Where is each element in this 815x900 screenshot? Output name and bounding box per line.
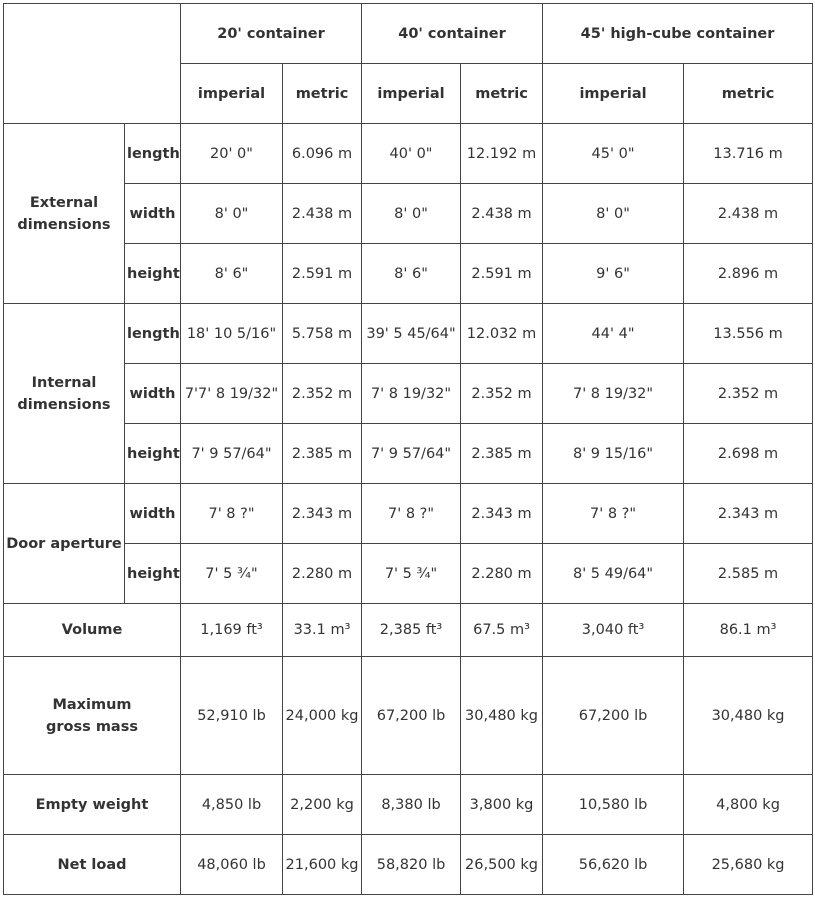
table-cell: 12.192 m [461, 124, 543, 184]
table-cell: 33.1 m³ [283, 604, 362, 657]
table-cell: 7' 9 57/64" [181, 424, 283, 484]
table-cell: 7' 9 57/64" [362, 424, 461, 484]
table-cell: 8' 0" [181, 184, 283, 244]
table-cell: 2.385 m [283, 424, 362, 484]
table-cell: 56,620 lb [543, 835, 684, 895]
table-row [4, 184, 813, 244]
header-40ft-container: 40' container [362, 4, 543, 64]
table-cell: 86.1 m³ [684, 604, 813, 657]
table-cell: 7' 8 ?" [543, 484, 684, 544]
table-row [4, 484, 813, 544]
corner-empty-cell [4, 4, 181, 124]
table-row [4, 244, 813, 304]
table-cell: 58,820 lb [362, 835, 461, 895]
table-cell: 2.352 m [461, 364, 543, 424]
table-cell: 3,800 kg [461, 775, 543, 835]
row-label-height: height [125, 544, 181, 604]
table-cell: 40' 0" [362, 124, 461, 184]
table-cell: 3,040 ft³ [543, 604, 684, 657]
table-cell: 8' 5 49/64" [543, 544, 684, 604]
table-row [4, 304, 813, 364]
table-cell: 7' 8 19/32" [543, 364, 684, 424]
row-label-empty-weight: Empty weight [4, 775, 181, 835]
table-cell: 2.585 m [684, 544, 813, 604]
row-label-width: width [125, 484, 181, 544]
table-cell: 2.591 m [461, 244, 543, 304]
table-row [4, 657, 813, 775]
table-cell: 30,480 kg [461, 657, 543, 775]
table-cell: 2.438 m [283, 184, 362, 244]
table-cell: 7'7' 8 19/32" [181, 364, 283, 424]
table-cell: 10,580 lb [543, 775, 684, 835]
header-imperial: imperial [362, 64, 461, 124]
table-cell: 8,380 lb [362, 775, 461, 835]
header-imperial: imperial [543, 64, 684, 124]
table-cell: 8' 9 15/16" [543, 424, 684, 484]
table-cell: 18' 10 5/16" [181, 304, 283, 364]
table-row [4, 775, 813, 835]
table-cell: 2.352 m [684, 364, 813, 424]
header-imperial: imperial [181, 64, 283, 124]
table-row [4, 424, 813, 484]
table-cell: 2.343 m [283, 484, 362, 544]
table-cell: 21,600 kg [283, 835, 362, 895]
row-label-height: height [125, 424, 181, 484]
table-cell: 67,200 lb [543, 657, 684, 775]
table-row [4, 544, 813, 604]
row-label-net-load: Net load [4, 835, 181, 895]
table-cell: 8' 6" [362, 244, 461, 304]
header-metric: metric [684, 64, 813, 124]
table-cell: 2.698 m [684, 424, 813, 484]
table-cell: 2,385 ft³ [362, 604, 461, 657]
row-label-width: width [125, 364, 181, 424]
table-cell: 2.280 m [461, 544, 543, 604]
table-cell: 7' 8 ?" [362, 484, 461, 544]
table-cell: 25,680 kg [684, 835, 813, 895]
table-cell: 2.343 m [684, 484, 813, 544]
row-label-length: length [125, 304, 181, 364]
table-cell: 2.352 m [283, 364, 362, 424]
row-label-volume: Volume [4, 604, 181, 657]
table-cell: 2.343 m [461, 484, 543, 544]
header-20ft-container: 20' container [181, 4, 362, 64]
table-cell: 2.280 m [283, 544, 362, 604]
table-cell: 4,850 lb [181, 775, 283, 835]
table-cell: 2.438 m [461, 184, 543, 244]
row-label-length: length [125, 124, 181, 184]
table-cell: 7' 8 ?" [181, 484, 283, 544]
table-cell: 2.438 m [684, 184, 813, 244]
table-cell: 30,480 kg [684, 657, 813, 775]
table-cell: 24,000 kg [283, 657, 362, 775]
table-cell: 2.896 m [684, 244, 813, 304]
table-cell: 4,800 kg [684, 775, 813, 835]
table-cell: 2,200 kg [283, 775, 362, 835]
table-cell: 52,910 lb [181, 657, 283, 775]
table-cell: 8' 0" [362, 184, 461, 244]
table-cell: 7' 5 ¾" [362, 544, 461, 604]
table-cell: 45' 0" [543, 124, 684, 184]
header-metric: metric [461, 64, 543, 124]
table-cell: 5.758 m [283, 304, 362, 364]
table-cell: 7' 5 ¾" [181, 544, 283, 604]
table-cell: 2.385 m [461, 424, 543, 484]
table-row [4, 124, 813, 184]
table-cell: 26,500 kg [461, 835, 543, 895]
header-45ft-high-cube-container: 45' high-cube container [543, 4, 813, 64]
table-cell: 67,200 lb [362, 657, 461, 775]
table-cell: 7' 8 19/32" [362, 364, 461, 424]
row-label-width: width [125, 184, 181, 244]
header-metric: metric [283, 64, 362, 124]
table-cell: 20' 0" [181, 124, 283, 184]
group-label-door-aperture: Door aperture [4, 484, 125, 604]
group-label-external-dimensions: External dimensions [4, 124, 125, 304]
table-cell: 6.096 m [283, 124, 362, 184]
table-cell: 13.716 m [684, 124, 813, 184]
row-label-maximum-gross-mass: Maximum gross mass [4, 657, 181, 775]
table-cell: 44' 4" [543, 304, 684, 364]
table-cell: 12.032 m [461, 304, 543, 364]
table-row [4, 604, 813, 657]
table-row [4, 364, 813, 424]
table-cell: 13.556 m [684, 304, 813, 364]
table-cell: 2.591 m [283, 244, 362, 304]
container-dimensions-table [3, 3, 813, 895]
table-cell: 9' 6" [543, 244, 684, 304]
header-row-containers [4, 4, 813, 64]
row-label-height: height [125, 244, 181, 304]
table-cell: 8' 0" [543, 184, 684, 244]
table-cell: 48,060 lb [181, 835, 283, 895]
table-cell: 39' 5 45/64" [362, 304, 461, 364]
table-cell: 1,169 ft³ [181, 604, 283, 657]
table-cell: 67.5 m³ [461, 604, 543, 657]
group-label-internal-dimensions: Internal dimensions [4, 304, 125, 484]
table-cell: 8' 6" [181, 244, 283, 304]
table-row [4, 835, 813, 895]
